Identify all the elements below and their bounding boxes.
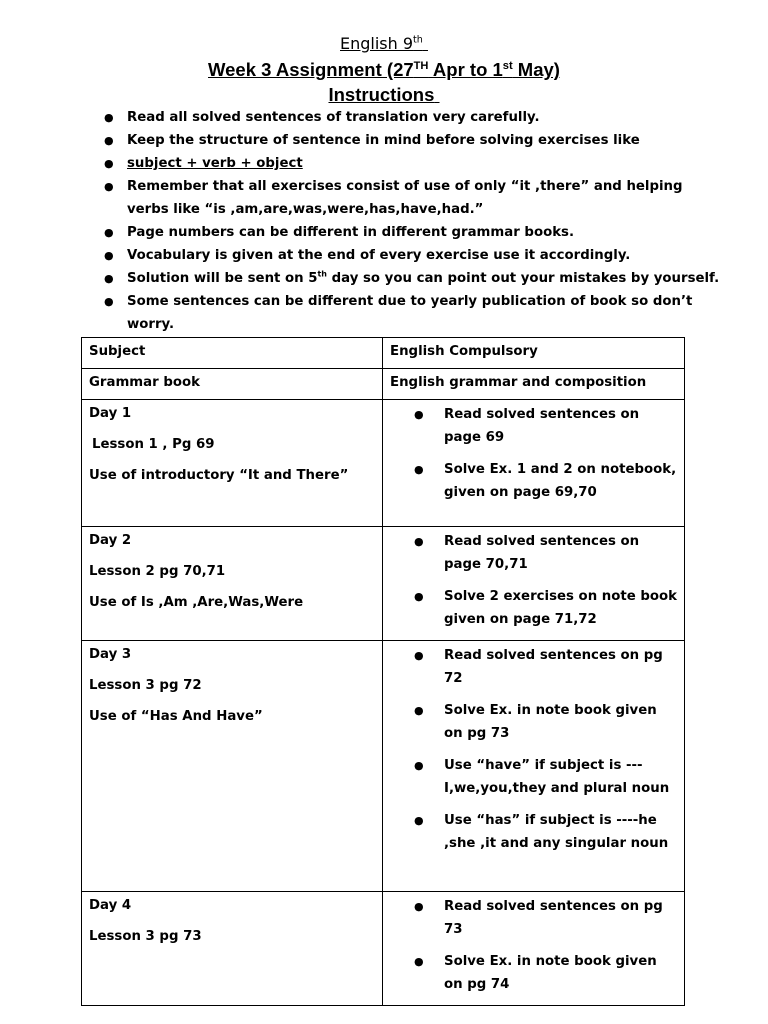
book-label: Grammar book xyxy=(89,375,200,390)
instruction-text: Solution will be sent on 5 xyxy=(127,271,318,286)
bullet-icon: ● xyxy=(414,463,424,476)
task-text: Solve 2 exercises on note book given on page 71,72 xyxy=(444,589,678,627)
instruction-text: Page numbers can be different in different grammar books. xyxy=(127,225,575,240)
day-label: Day 1 xyxy=(89,406,132,421)
table-cell xyxy=(383,400,685,527)
topic-label: Use of introductory “It and There” xyxy=(89,468,349,483)
task-list xyxy=(390,403,678,504)
lesson-label: Lesson 1 , Pg 69 xyxy=(92,437,215,452)
day-label: Day 4 xyxy=(89,898,132,913)
table-cell xyxy=(82,527,383,641)
instruction-item xyxy=(104,244,724,267)
instruction-item xyxy=(104,267,724,290)
task-item xyxy=(414,530,678,576)
book-value: English grammar and composition xyxy=(390,375,647,390)
bullet-icon: ● xyxy=(414,535,424,548)
bullet-icon: ● xyxy=(104,295,114,308)
task-item xyxy=(414,809,678,855)
task-item xyxy=(414,458,678,504)
lesson-label: Lesson 3 pg 72 xyxy=(89,678,202,693)
bullet-icon: ● xyxy=(414,814,424,827)
assignment-title xyxy=(0,59,768,81)
instruction-sup: th xyxy=(317,269,327,279)
subject-value: English Compulsory xyxy=(390,344,538,359)
table-row xyxy=(82,892,685,1006)
table-cell xyxy=(383,641,685,892)
task-item xyxy=(414,644,678,690)
schedule-table xyxy=(81,337,685,1006)
table-cell xyxy=(383,338,685,369)
table-cell xyxy=(82,338,383,369)
table-cell xyxy=(383,369,685,400)
task-text: Read solved sentences on pg 72 xyxy=(444,648,663,686)
instruction-item xyxy=(104,290,724,336)
assignment-title-sup2: st xyxy=(502,59,513,72)
bullet-icon: ● xyxy=(414,955,424,968)
task-text: Solve Ex. in note book given on pg 73 xyxy=(444,703,657,741)
course-title xyxy=(0,34,768,53)
course-title-text: English 9 xyxy=(340,34,414,53)
bullet-icon: ● xyxy=(104,157,114,170)
task-item xyxy=(414,950,678,996)
task-text: Use “have” if subject is ---I,we,you,they and plural noun xyxy=(444,758,670,796)
table-cell xyxy=(82,641,383,892)
instruction-text: subject + verb + object xyxy=(127,156,303,171)
lesson-label: Lesson 2 pg 70,71 xyxy=(89,564,226,579)
table-row xyxy=(82,527,685,641)
table-cell xyxy=(82,400,383,527)
bullet-icon: ● xyxy=(414,704,424,717)
table-cell xyxy=(82,892,383,1006)
topic-label: Use of “Has And Have” xyxy=(89,709,263,724)
task-item xyxy=(414,585,678,631)
bullet-icon: ● xyxy=(104,272,114,285)
instructions-list xyxy=(104,106,724,336)
table-cell xyxy=(383,892,685,1006)
task-text: Read solved sentences on page 69 xyxy=(444,407,640,445)
assignment-title-b: Apr to 1 xyxy=(428,59,503,80)
day-label: Day 3 xyxy=(89,647,132,662)
bullet-icon: ● xyxy=(414,759,424,772)
instructions-heading xyxy=(0,84,768,106)
instruction-text: Vocabulary is given at the end of every exercise use it accordingly. xyxy=(127,248,631,263)
instruction-item xyxy=(104,175,724,221)
instruction-text-rest: day so you can point out your mistakes by yourself. xyxy=(326,271,720,286)
instruction-text: Read all solved sentences of translation very carefully. xyxy=(127,110,540,125)
bullet-icon: ● xyxy=(414,590,424,603)
table-row xyxy=(82,369,685,400)
bullet-icon: ● xyxy=(104,134,114,147)
instructions-heading-text: Instructions xyxy=(328,84,435,105)
task-item xyxy=(414,699,678,745)
instruction-text: Remember that all exercises consist of use of only “it ,there” and helping verbs like “is ,am,are,was,were,has,have,had.” xyxy=(127,179,683,217)
table-row xyxy=(82,338,685,369)
lesson-label: Lesson 3 pg 73 xyxy=(89,929,202,944)
subject-label: Subject xyxy=(89,344,146,359)
instruction-item xyxy=(104,221,724,244)
instruction-text: Keep the structure of sentence in mind before solving exercises like xyxy=(127,133,640,148)
assignment-title-a: Week 3 Assignment (27 xyxy=(208,59,414,80)
bullet-icon: ● xyxy=(104,180,114,193)
table-cell xyxy=(82,369,383,400)
task-text: Read solved sentences on pg 73 xyxy=(444,899,663,937)
bullet-icon: ● xyxy=(414,900,424,913)
instruction-item xyxy=(104,129,724,152)
assignment-title-c: May) xyxy=(512,59,560,80)
table-row xyxy=(82,641,685,892)
day-label: Day 2 xyxy=(89,533,132,548)
table-row xyxy=(82,400,685,527)
task-item xyxy=(414,895,678,941)
instruction-text: Some sentences can be different due to yearly publication of book so don’t worry. xyxy=(127,294,693,332)
task-text: Solve Ex. in note book given on pg 74 xyxy=(444,954,657,992)
bullet-icon: ● xyxy=(104,249,114,262)
task-text: Read solved sentences on page 70,71 xyxy=(444,534,640,572)
topic-label: Use of Is ,Am ,Are,Was,Were xyxy=(89,595,304,610)
bullet-icon: ● xyxy=(104,226,114,239)
instruction-item xyxy=(104,152,724,175)
task-text: Solve Ex. 1 and 2 on notebook, given on page 69,70 xyxy=(444,462,677,500)
bullet-icon: ● xyxy=(104,111,114,124)
task-list xyxy=(390,530,678,631)
task-item xyxy=(414,754,678,800)
assignment-title-sup1: TH xyxy=(413,59,429,72)
task-list xyxy=(390,895,678,996)
instruction-item xyxy=(104,106,724,129)
task-text: Use “has” if subject is ----he ,she ,it and any singular noun xyxy=(444,813,669,851)
bullet-icon: ● xyxy=(414,408,424,421)
table-cell xyxy=(383,527,685,641)
task-list xyxy=(390,644,678,855)
task-item xyxy=(414,403,678,449)
bullet-icon: ● xyxy=(414,649,424,662)
course-title-sup: th xyxy=(413,34,423,46)
